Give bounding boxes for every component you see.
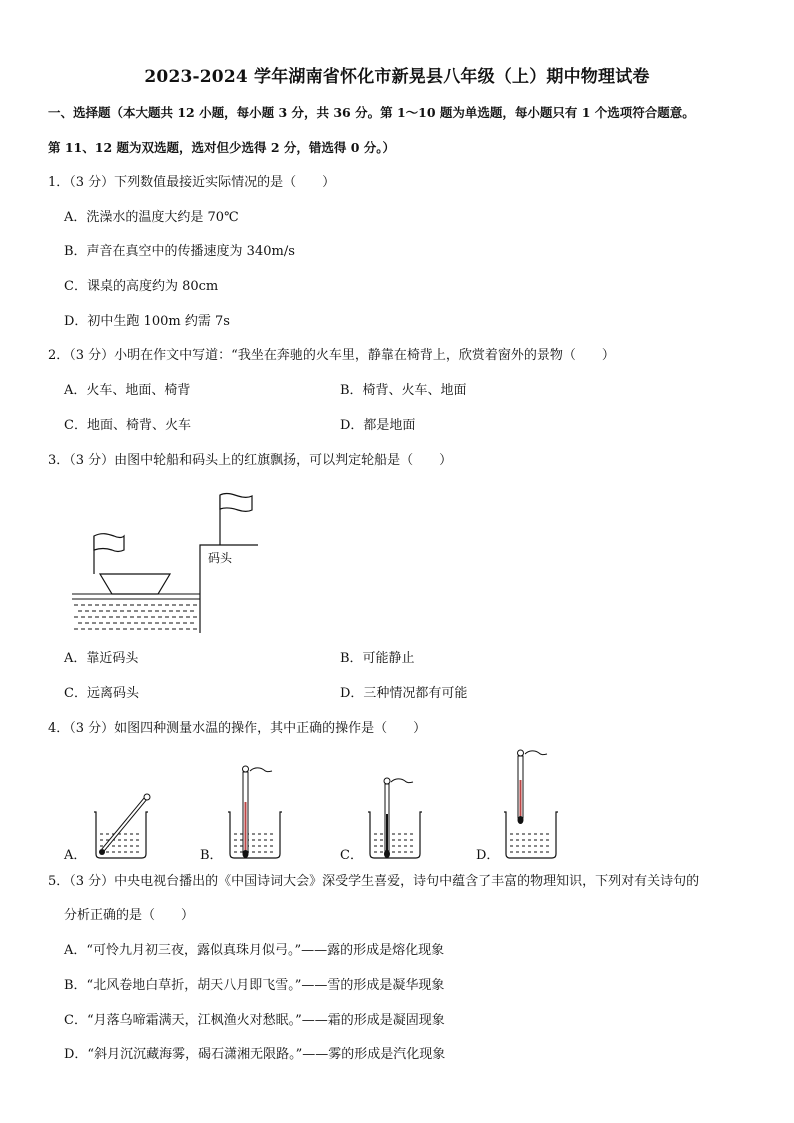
thermometer-option-b-figure [226, 762, 290, 860]
question-1-option-d[interactable]: D．初中生跑 100m 约需 7s [64, 314, 230, 329]
water-icon [72, 594, 200, 629]
hand-icon [250, 768, 272, 772]
question-5-stem-line1: 5．（3 分）中央电视台播出的《中国诗词大会》深受学生喜爱，诗句中蕴含了丰富的物理知识，下列对有关诗句的 [48, 874, 700, 889]
ship-dock-figure [70, 488, 270, 633]
thermometer-icon [384, 778, 390, 858]
question-3-option-d[interactable]: D．三种情况都有可能 [340, 686, 468, 701]
ship-hull-icon [100, 574, 170, 594]
question-5-stem-line2: 分析正确的是（ ） [64, 908, 195, 923]
question-5-option-a[interactable]: A．“可怜九月初三夜，露似真珠月似弓。”——露的形成是熔化现象 [64, 943, 445, 958]
hand-icon [525, 751, 547, 755]
thermometer-icon [518, 750, 524, 824]
question-1-stem: 1．（3 分）下列数值最接近实际情况的是（ ） [48, 175, 336, 190]
question-2-option-c[interactable]: C．地面、椅背、火车 [64, 418, 191, 433]
section-instructions-line2: 第 11、12 题为双选题，选对但少选得 2 分，错选得 0 分。） [48, 140, 396, 155]
page-title: 2023-2024 学年湖南省怀化市新晃县八年级（上）期中物理试卷 [144, 67, 650, 87]
beaker-icon [504, 812, 558, 858]
figure-label-d: D． [476, 848, 500, 863]
question-5-option-c[interactable]: C．“月落乌啼霜满天，江枫渔火对愁眠。”——霜的形成是凝固现象 [64, 1013, 445, 1028]
figure-label-a: A． [64, 848, 87, 863]
beaker-icon [228, 812, 282, 858]
question-4-stem: 4．（3 分）如图四种测量水温的操作，其中正确的操作是（ ） [48, 721, 427, 736]
beaker-icon [368, 812, 422, 858]
question-1-option-a[interactable]: A．洗澡水的温度大约是 70℃ [64, 210, 239, 225]
hand-icon [391, 779, 413, 783]
question-3-option-c[interactable]: C．远离码头 [64, 686, 139, 701]
question-3-option-b[interactable]: B．可能静止 [340, 651, 415, 666]
figure-label-c: C． [340, 848, 363, 863]
question-1-option-c[interactable]: C．课桌的高度约为 80cm [64, 279, 219, 294]
dock-flag-icon [220, 493, 252, 545]
figure-label-b: B． [200, 848, 223, 863]
section-instructions-line1: 一、选择题（本大题共 12 小题，每小题 3 分，共 36 分。第 1～10 题为单选题，每小题只有 1 个选项符合题意。 [48, 105, 695, 120]
thermometer-option-d-figure [502, 746, 566, 860]
thermometer-icon [243, 766, 249, 858]
question-2-stem: 2．（3 分）小明在作文中写道：“我坐在奔驰的火车里，静靠在椅背上，欣赏着窗外的景物（ ） [48, 348, 615, 363]
ship-flag-icon [94, 534, 124, 574]
question-3-option-a[interactable]: A．靠近码头 [64, 651, 139, 666]
question-3-stem: 3．（3 分）由图中轮船和码头上的红旗飘扬，可以判定轮船是（ ） [48, 453, 453, 468]
thermometer-option-a-figure [90, 790, 160, 860]
question-2-option-d[interactable]: D．都是地面 [340, 418, 416, 433]
question-2-option-a[interactable]: A．火车、地面、椅背 [64, 383, 191, 398]
dock-label: 码头 [208, 551, 233, 565]
question-5-option-d[interactable]: D．“斜月沉沉藏海雾，碣石潇湘无限路。”——雾的形成是汽化现象 [64, 1047, 446, 1062]
question-2-option-b[interactable]: B．椅背、火车、地面 [340, 383, 467, 398]
question-1-option-b[interactable]: B．声音在真空中的传播速度为 340m/s [64, 244, 295, 259]
thermometer-option-c-figure [366, 774, 430, 860]
question-5-option-b[interactable]: B．“北风卷地白草折，胡天八月即飞雪。”——雪的形成是凝华现象 [64, 978, 445, 993]
